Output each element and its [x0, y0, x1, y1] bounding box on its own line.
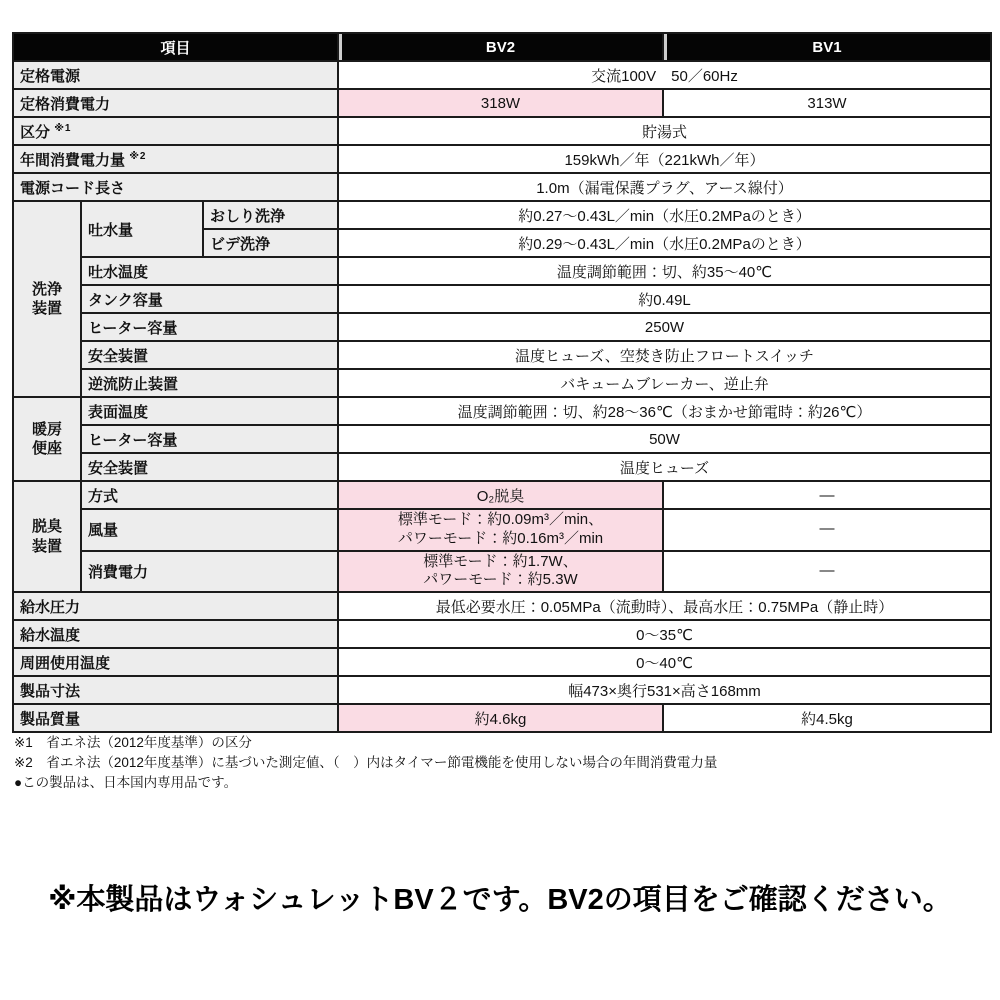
header-item: 項目 — [13, 33, 338, 61]
value-deo-power-bv2 — [338, 551, 663, 593]
group-seat-label: 暖房便座 — [32, 420, 63, 457]
product-notice: ※本製品はウォシュレットBV２です。BV2の項目をご確認ください。 — [48, 884, 952, 916]
row-cord-length — [13, 173, 991, 201]
value-water-temp: 温度調節範囲：切、約35～40℃ — [338, 257, 991, 285]
value-ambient-temp: 0～40℃ — [338, 648, 991, 676]
value-seat-heater: 50W — [338, 425, 991, 453]
label-seat-heater: ヒーター容量 — [81, 425, 338, 453]
group-washing — [13, 201, 81, 397]
value-rated-consumption-bv2: 318W — [338, 89, 663, 117]
row-seat-safety — [13, 453, 991, 481]
deo-airflow-line1: 標準モード：約0.09m³／min、 — [397, 511, 604, 528]
row-washing-oshiri — [13, 201, 991, 229]
row-weight — [13, 704, 991, 732]
value-surface-temp: 温度調節範囲：切、約28～36℃（おまかせ節電時：約26℃） — [338, 397, 991, 425]
label-bidet-wash: ビデ洗浄 — [203, 229, 338, 257]
group-deodorizer-label: 脱臭装置 — [32, 518, 63, 555]
label-surface-temp: 表面温度 — [81, 397, 338, 425]
group-washing-label: 洗浄装置 — [32, 280, 63, 317]
row-washing-tank — [13, 285, 991, 313]
value-dimensions: 幅473×奥行531×高さ168mm — [338, 676, 991, 704]
value-deo-method-bv2: O₂脱臭 — [338, 481, 663, 509]
deo-airflow-line2: パワーモード：約0.16m³／min — [397, 529, 604, 547]
label-weight: 製品質量 — [13, 704, 338, 732]
value-washing-safety: 温度ヒューズ、空焚き防止フロートスイッチ — [338, 341, 991, 369]
group-seat — [13, 397, 81, 481]
label-cord-length: 電源コード長さ — [13, 173, 338, 201]
row-water-pressure — [13, 592, 991, 620]
footnote-2: ※2 省エネ法（2012年度基準）に基づいた測定値、（ ）内はタイマー節電機能を使用しない場合の年間消費電力量 — [14, 755, 718, 770]
row-washing-backflow — [13, 369, 991, 397]
value-oshiri-wash: 約0.27～0.43L／min（水圧0.2MPaのとき） — [338, 201, 991, 229]
footnotes-block — [14, 733, 984, 793]
footnote-domestic-use: ●この製品は、日本国内専用品です。 — [14, 775, 238, 790]
row-rated-consumption — [13, 89, 991, 117]
label-oshiri-wash: おしり洗浄 — [203, 201, 338, 229]
row-rated-power — [13, 61, 991, 89]
label-tank-capacity: タンク容量 — [81, 285, 338, 313]
label-ambient-temp: 周囲使用温度 — [13, 648, 338, 676]
label-deo-airflow: 風量 — [81, 509, 338, 551]
label-category — [13, 117, 338, 145]
header-row — [13, 33, 991, 61]
header-bv1: BV1 — [663, 33, 991, 61]
value-cord-length: 1.0m（漏電保護プラグ、アース線付） — [338, 173, 991, 201]
label-water-flow: 吐水量 — [81, 201, 203, 257]
label-backflow: 逆流防止装置 — [81, 369, 338, 397]
value-seat-safety: 温度ヒューズ — [338, 453, 991, 481]
label-seat-safety: 安全装置 — [81, 453, 338, 481]
value-weight-bv2: 約4.6kg — [338, 704, 663, 732]
header-bv2: BV2 — [338, 33, 663, 61]
row-seat-surface-temp — [13, 397, 991, 425]
group-deodorizer — [13, 481, 81, 592]
label-water-pressure: 給水圧力 — [13, 592, 338, 620]
row-washing-water-temp — [13, 257, 991, 285]
label-annual-consumption — [13, 145, 338, 173]
value-rated-power: 交流100V 50／60Hz — [338, 61, 991, 89]
value-bidet-wash: 約0.29～0.43L／min（水圧0.2MPaのとき） — [338, 229, 991, 257]
label-rated-power: 定格電源 — [13, 61, 338, 89]
label-water-temp: 吐水温度 — [81, 257, 338, 285]
row-deodorizer-method — [13, 481, 991, 509]
value-deo-airflow-bv1: ― — [663, 509, 991, 551]
label-dimensions: 製品寸法 — [13, 676, 338, 704]
value-deo-power-bv1: ― — [663, 551, 991, 593]
label-washing-heater: ヒーター容量 — [81, 313, 338, 341]
row-category — [13, 117, 991, 145]
row-washing-heater — [13, 313, 991, 341]
value-tank-capacity: 約0.49L — [338, 285, 991, 313]
value-supply-temp: 0～35℃ — [338, 620, 991, 648]
row-supply-temp — [13, 620, 991, 648]
value-backflow: バキュームブレーカー、逆止弁 — [338, 369, 991, 397]
label-supply-temp: 給水温度 — [13, 620, 338, 648]
footnote-mark-2: ※2 — [129, 150, 147, 162]
row-washing-safety — [13, 341, 991, 369]
value-deo-method-bv1: ― — [663, 481, 991, 509]
value-water-pressure: 最低必要水圧：0.05MPa（流動時）、最高水圧：0.75MPa（静止時） — [338, 592, 991, 620]
row-annual-consumption — [13, 145, 991, 173]
row-deodorizer-airflow — [13, 509, 991, 551]
deo-power-line1: 標準モード：約1.7W、 — [423, 552, 578, 570]
label-category-text: 区分 — [20, 123, 51, 141]
label-rated-consumption: 定格消費電力 — [13, 89, 338, 117]
spec-table — [12, 32, 992, 733]
label-annual-consumption-text: 年間消費電力量 — [20, 151, 126, 169]
value-weight-bv1: 約4.5kg — [663, 704, 991, 732]
label-deo-power: 消費電力 — [81, 551, 338, 593]
label-washing-safety: 安全装置 — [81, 341, 338, 369]
label-deo-method: 方式 — [81, 481, 338, 509]
row-seat-heater — [13, 425, 991, 453]
footnote-1: ※1 省エネ法（2012年度基準）の区分 — [14, 735, 252, 750]
row-ambient-temp — [13, 648, 991, 676]
row-deodorizer-power — [13, 551, 991, 593]
value-deo-airflow-bv2 — [338, 509, 663, 551]
value-category: 貯湯式 — [338, 117, 991, 145]
footnote-mark-1: ※1 — [54, 122, 72, 134]
deo-power-line2: パワーモード：約5.3W — [423, 571, 578, 589]
value-washing-heater: 250W — [338, 313, 991, 341]
row-dimensions — [13, 676, 991, 704]
value-annual-consumption: 159kWh／年（221kWh／年） — [338, 145, 991, 173]
value-rated-consumption-bv1: 313W — [663, 89, 991, 117]
